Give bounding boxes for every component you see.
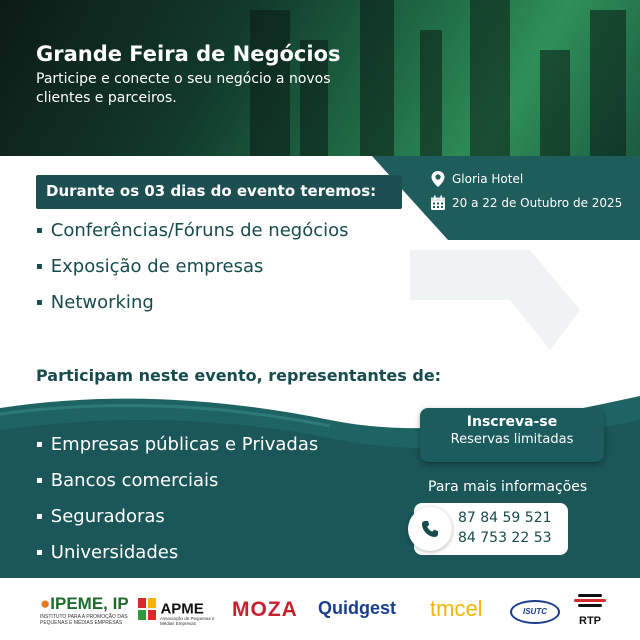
participants-heading: Participam neste evento, representantes de: [36,366,442,385]
hero-banner [0,0,640,160]
rtp-mark-icon [574,594,606,610]
list-item: ▪ Networking [36,286,349,322]
apme-mark-icon [138,598,156,620]
list-item: ▪ Empresas públicas e Privadas [36,428,318,464]
event-dates [430,195,622,211]
list-item: ▪ Universidades [36,536,318,572]
ipeme-logo-text: IPEME, IP [50,594,129,613]
location-pin-icon [430,170,446,188]
building-silhouette [420,30,442,160]
contact-heading: Para mais informações [428,479,588,495]
register-note: Reservas limitadas [450,432,574,447]
list-item: ▪ Conferências/Fóruns de negócios [36,214,349,250]
phone-icon [420,519,440,539]
phone-icon-badge [408,507,452,551]
apme-logo-subtitle: Associação de Pequenas e Médias Empresas [160,616,215,626]
participants-list [36,428,318,572]
list-item: ▪ Seguradoras [36,500,318,536]
decorative-shape [410,240,590,360]
building-silhouette [470,0,510,160]
page-title: Grande Feira de Negócios [36,42,341,66]
quidgest-logo: Quidgest [318,598,397,618]
event-location [430,170,523,188]
list-item: ▪ Bancos comerciais [36,464,318,500]
hero-subtitle: Participe e conecte o seu negócio a novos clientes e parceiros. [36,71,331,106]
activities-list [36,214,349,322]
calendar-icon [430,195,446,211]
register-label: Inscreva-se [466,414,558,430]
rtp-logo-text: RTP [579,615,601,627]
phone-number[interactable]: 84 753 22 53 [458,530,552,546]
ipeme-logo [40,594,130,626]
register-button[interactable] [420,408,604,462]
dates-text: 20 a 22 de Outubro de 2025 [452,196,623,210]
activities-heading: Durante os 03 dias do evento teremos: [46,182,377,200]
ipeme-mark: ● [40,594,51,613]
rtp-logo [574,594,606,627]
location-text: Gloria Hotel [452,172,524,186]
phone-number[interactable]: 87 84 59 521 [458,510,552,526]
apme-logo [138,598,215,626]
ipeme-logo-subtitle: INSTITUTO PARA A PROMOÇÃO DAS PEQUENAS E MÉDIAS EMPRESAS [40,614,128,626]
tmcel-logo: tmcel [430,596,483,621]
moza-logo: MOZA [232,598,298,621]
building-silhouette [540,50,570,160]
apme-logo-text: APME [160,600,204,618]
activities-heading-box [36,175,402,209]
sponsor-logos [0,578,640,640]
list-item: ▪ Exposição de empresas [36,250,349,286]
building-silhouette [590,10,626,160]
isutc-logo: ISUTC [510,600,560,624]
